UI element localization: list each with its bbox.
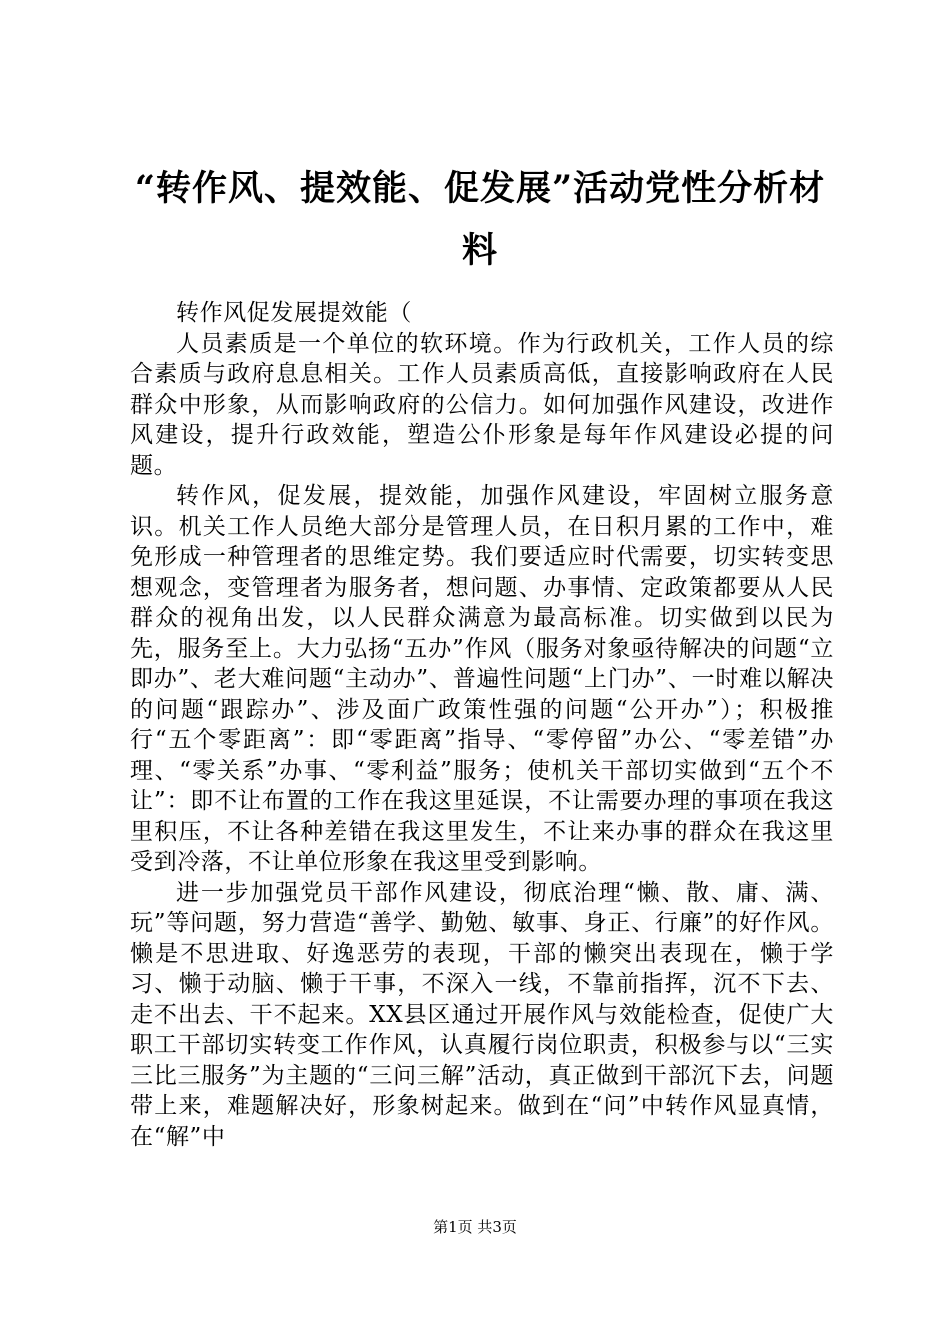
paragraph: 人员素质是一个单位的软环境。作为行政机关，工作人员的综合素质与政府息息相关。工作人员素质高低，直接影响政府在人民群众中形象，从而影响政府的公信力。如何加强作风建设，改进作风建设，提升行政效能，塑造公仆形象是每年作风建设必提的问题。 xyxy=(130,330,834,479)
paragraph: 转作风，促发展，提效能，加强作风建设，牢固树立服务意识。机关工作人员绝大部分是管理人员，在日积月累的工作中，难免形成一种管理者的思维定势。我们要适应时代需要，切实转变思想观念，变管理者为服务者，想问题、办事情、定政策都要从人民群众的视角出发，以人民群众满意为最高标准。切实做到以民为先，服务至上。大力弘扬“五办”作风（服务对象亟待解决的问题“立即办”、老大难问题“主动办”、普遍性问题“上门办”、一时难以解决的问题“跟踪办”、涉及面广政策性强的问题“公开办”）；积极推行“五个零距离”：即“零距离”指导、“零停留”办公、“零差错”办理、“零关系”办事、“零利益”服务；使机关干部切实做到“五个不让”：即不让布置的工作在我这里延误，不让需要办理的事项在我这里积压，不让各种差错在我这里发生，不让来办事的群众在我这里受到冷落，不让单位形象在我这里受到影响。 xyxy=(130,483,834,875)
page-number-footer: 第1页 共3页 xyxy=(433,1218,517,1236)
paragraph: 进一步加强党员干部作风建设，彻底治理“懒、散、庸、满、玩”等问题，努力营造“善学、勤勉、敏事、身正、行廉”的好作风。懒是不思进取、好逸恶劳的表现，干部的懒突出表现在，懒于学习、懒于动脑、懒于干事，不深入一线，不靠前指挥，沉不下去、走不出去、干不起来。XX县区通过开展作风与效能检查，促使广大职工干部切实转变工作作风，认真履行岗位职责，积极参与以“三实三比三服务”为主题的“三问三解”活动，真正做到干部沉下去，问题带上来，难题解决好，形象树起来。做到在“问”中转作风显真情，在“解”中 xyxy=(130,879,834,1150)
paragraph: 转作风促发展提效能（ xyxy=(176,300,412,326)
document-body xyxy=(130,298,834,1152)
document-title: “转作风、提效能、促发展”活动党性分析材料 xyxy=(134,168,826,271)
